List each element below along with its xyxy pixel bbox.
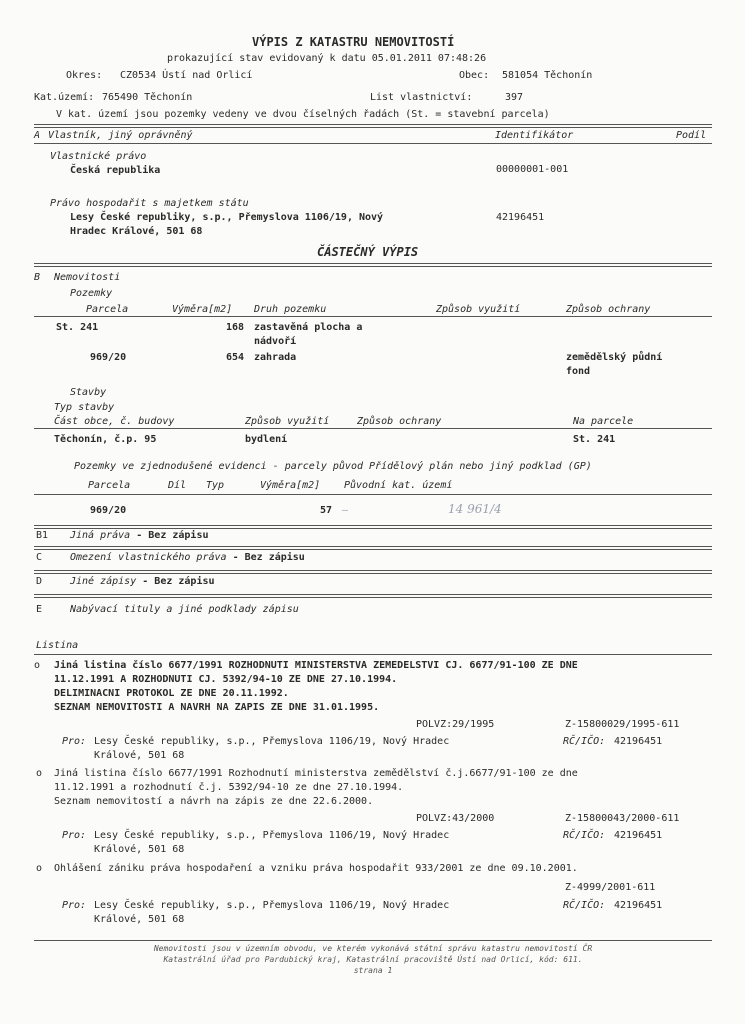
parcel-type: zahrada <box>254 352 297 363</box>
parcel-number: 969/20 <box>90 505 127 516</box>
bullet-icon: o <box>36 863 43 874</box>
owner-name: Česká republika <box>70 165 161 176</box>
divider <box>34 494 712 495</box>
ico-label: RČ/IČO: <box>563 900 606 911</box>
parcel-area: 57 <box>320 505 333 516</box>
polvz-number: POLVZ:43/2000 <box>416 813 495 824</box>
stavby-label: Stavby <box>70 387 107 398</box>
parcel-type: zastavěná plocha a <box>254 322 363 333</box>
beneficiary-name: Lesy České republiky, s.p., Přemyslova 1106/19, Nový Hradec <box>94 900 450 911</box>
right-type-label: Právo hospodařit s majetkem státu <box>50 198 249 209</box>
document-entry-line: SEZNAM NEMOVITOSTI A NAVRH NA ZAPIS ZE DNE 31.01.1995. <box>54 702 380 713</box>
pro-label: Pro: <box>62 900 87 911</box>
section-e-letter: E <box>36 604 43 615</box>
section-d-text: Jiné zápisy - Bez zápisu <box>70 576 215 587</box>
owner-name: Lesy České republiky, s.p., Přemyslova 1106/19, Nový <box>70 212 384 223</box>
col-parcela: Parcela <box>88 480 131 491</box>
document-entry-line: Jiná listina číslo 6677/1991 ROZHODNUTI MINISTERSTVA ZEMEDELSTVI CJ. 6677/91-100 ZE DNE <box>54 660 578 671</box>
document-entry-line: Ohlášení zániku práva hospodaření a vzniku práva hospodařit 933/2001 ze dne 09.10.2001. <box>54 863 578 874</box>
building-location: Těchonín, č.p. 95 <box>54 434 157 445</box>
pro-label: Pro: <box>62 736 87 747</box>
ico-label: RČ/IČO: <box>563 736 606 747</box>
footer-line: Nemovitosti jsou v územním obvodu, ve kterém vykonává státní správu katastru nemovitostí ČR <box>153 944 593 953</box>
divider <box>34 263 712 267</box>
z-number: Z-4999/2001-611 <box>565 882 656 893</box>
col-cast-obce: Část obce, č. budovy <box>54 416 175 427</box>
bullet-icon: o <box>34 660 41 671</box>
parcel-type: nádvoří <box>254 336 297 347</box>
document-entry-line: DELIMINACNI PROTOKOL ZE DNE 20.11.1992. <box>54 688 289 699</box>
katuzemi-value: 765490 Těchonín <box>102 92 193 103</box>
z-number: Z-15800029/1995-611 <box>565 719 680 730</box>
parcel-protection: fond <box>566 366 591 377</box>
header-note: V kat. území jsou pozemky vedeny ve dvou číselných řadách (St. = stavební parcela) <box>56 109 550 120</box>
building-use: bydlení <box>245 434 288 445</box>
section-a-title: Vlastník, jiný oprávněný <box>48 130 193 141</box>
lv-label: List vlastnictví: <box>370 92 473 103</box>
divider <box>34 124 712 128</box>
ico-value: 42196451 <box>614 830 663 841</box>
beneficiary-address: Králové, 501 68 <box>94 750 185 761</box>
pro-label: Pro: <box>62 830 87 841</box>
section-a-letter: A <box>34 130 41 141</box>
ico-value: 42196451 <box>614 900 663 911</box>
handwritten-dash: — <box>342 505 349 516</box>
obec-value: 581054 Těchonín <box>502 70 593 81</box>
divider <box>34 525 712 529</box>
parcel-number: 969/20 <box>90 352 127 363</box>
polvz-number: POLVZ:29/1995 <box>416 719 495 730</box>
document-title: VÝPIS Z KATASTRU NEMOVITOSTÍ <box>252 35 455 49</box>
document-entry-line: 11.12.1991 A ROZHODNUTI CJ. 5392/94-10 ZE DNE 27.10.1994. <box>54 674 398 685</box>
ico-label: RČ/IČO: <box>563 830 606 841</box>
pozemky-label: Pozemky <box>70 288 113 299</box>
col-puvodni-ku: Původní kat. území <box>344 480 453 491</box>
beneficiary-address: Králové, 501 68 <box>94 914 185 925</box>
handwritten-annotation: 14 961/4 <box>448 502 502 516</box>
col-dil: Díl <box>168 480 187 491</box>
document-entry-line: Jiná listina číslo 6677/1991 Rozhodnutí ministerstva zemědělství č.j.6677/91-100 ze dne <box>54 768 578 779</box>
partial-extract-title: ČÁSTEČNÝ VÝPIS <box>317 245 419 259</box>
col-zpusob-ochrany: Způsob ochrany <box>566 304 651 315</box>
ico-value: 42196451 <box>614 736 663 747</box>
col-zpusob-vyuziti: Způsob využití <box>245 416 330 427</box>
divider <box>34 654 712 655</box>
col-typ: Typ <box>206 480 225 491</box>
page-number: strana 1 <box>353 966 393 975</box>
divider <box>34 428 712 429</box>
section-c-letter: C <box>36 552 43 563</box>
parcel-area: 654 <box>226 352 245 363</box>
owner-address: Hradec Králové, 501 68 <box>70 226 203 237</box>
beneficiary-name: Lesy České republiky, s.p., Přemyslova 1106/19, Nový Hradec <box>94 830 450 841</box>
owner-identifier: 00000001-001 <box>496 164 569 175</box>
section-b-letter: B <box>34 272 41 283</box>
document-entry-line: Seznam nemovitostí a návrh na zápis ze dne 22.6.2000. <box>54 796 374 807</box>
col-druh-pozemku: Druh pozemku <box>254 304 327 315</box>
bullet-icon: o <box>36 768 43 779</box>
col-vymera: Výměra[m2] <box>172 304 233 315</box>
okres-value: CZ0534 Ústí nad Orlicí <box>120 70 253 81</box>
divider <box>34 143 712 144</box>
section-b1-letter: B1 <box>36 530 49 541</box>
z-number: Z-15800043/2000-611 <box>565 813 680 824</box>
col-zpusob-vyuziti: Způsob využití <box>436 304 521 315</box>
parcel-protection: zemědělský půdní <box>566 352 663 363</box>
simplified-evidence-note: Pozemky ve zjednodušené evidenci - parcely původ Přídělový plán nebo jiný podklad (GP) <box>74 461 592 472</box>
document-entry-line: 11.12.1991 a rozhodnutí č.j. 5392/94-10 ze dne 27.10.1994. <box>54 782 404 793</box>
section-d-letter: D <box>36 576 43 587</box>
footer-line: Katastrální úřad pro Pardubický kraj, Katastrální pracoviště Ústí nad Orlicí, kód: 611. <box>163 955 583 964</box>
footer-divider <box>34 940 712 941</box>
typ-stavby-label: Typ stavby <box>54 402 115 413</box>
beneficiary-address: Králové, 501 68 <box>94 844 185 855</box>
listina-label: Listina <box>36 640 79 651</box>
owner-identifier: 42196451 <box>496 212 545 223</box>
beneficiary-name: Lesy České republiky, s.p., Přemyslova 1106/19, Nový Hradec <box>94 736 450 747</box>
katuzemi-label: Kat.území: <box>34 92 95 103</box>
section-b1-text: Jiná práva - Bez zápisu <box>70 530 209 541</box>
right-type-label: Vlastnické právo <box>50 151 147 162</box>
col-identifikator: Identifikátor <box>495 130 574 141</box>
section-c-text: Omezení vlastnického práva - Bez zápisu <box>70 552 305 563</box>
parcel-number: St. 241 <box>56 322 99 333</box>
divider <box>34 546 712 550</box>
col-zpusob-ochrany: Způsob ochrany <box>357 416 442 427</box>
document-subtitle: prokazující stav evidovaný k datu 05.01.2011 07:48:26 <box>167 53 487 64</box>
divider <box>34 594 712 598</box>
col-na-parcele: Na parcele <box>573 416 634 427</box>
divider <box>34 316 712 317</box>
building-parcel: St. 241 <box>573 434 616 445</box>
section-b-title: Nemovitosti <box>54 272 121 283</box>
divider <box>34 570 712 574</box>
col-parcela: Parcela <box>86 304 129 315</box>
col-podil: Podíl <box>676 130 707 141</box>
parcel-area: 168 <box>226 322 245 333</box>
col-vymera: Výměra[m2] <box>260 480 321 491</box>
okres-label: Okres: <box>66 70 103 81</box>
lv-value: 397 <box>505 92 524 103</box>
obec-label: Obec: <box>459 70 490 81</box>
section-e-text: Nabývací tituly a jiné podklady zápisu <box>70 604 299 615</box>
